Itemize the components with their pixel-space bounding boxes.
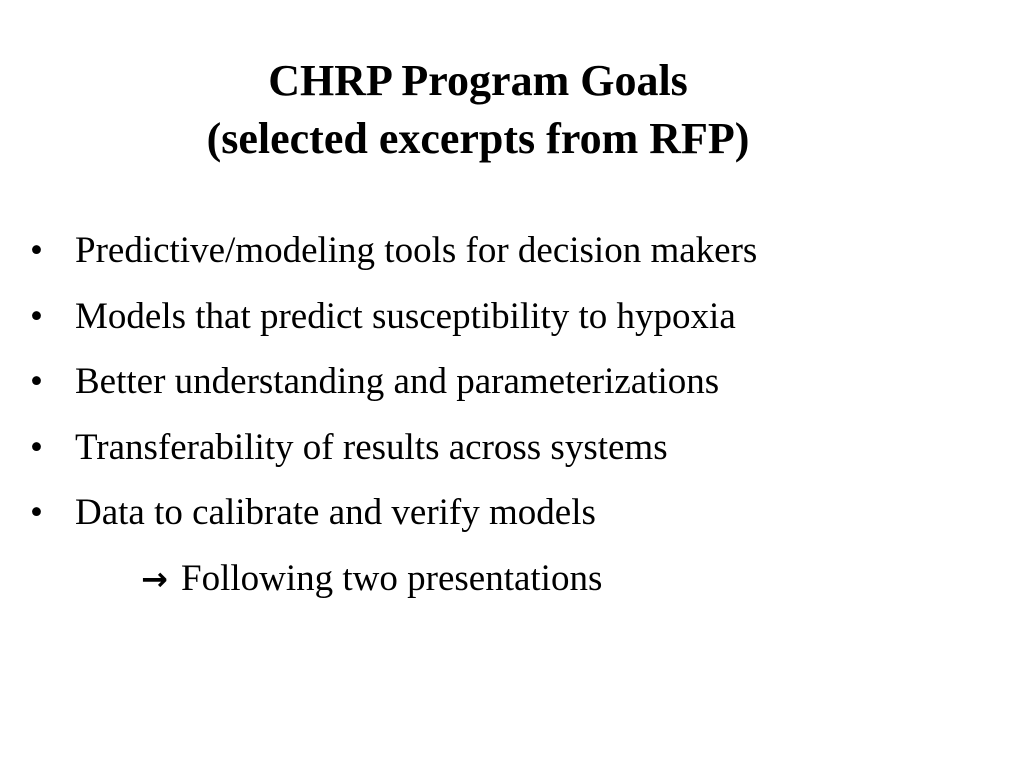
bullet-text: Data to calibrate and verify models (75, 492, 596, 533)
bullet-text: Predictive/modeling tools for decision makers (75, 230, 758, 271)
slide-title (0, 52, 956, 168)
bullet-text: Models that predict susceptibility to hypoxia (75, 295, 736, 337)
bullet-text: Better understanding and parameterizations (75, 361, 720, 402)
bullet-icon: • (30, 361, 43, 402)
bullet-list (30, 218, 1000, 612)
bullet-icon: • (30, 230, 43, 271)
title-line-1: CHRP Program Goals (268, 56, 688, 105)
bullet-icon: • (30, 426, 43, 468)
bullet-item (30, 218, 1000, 284)
bullet-text: Transferability of results across systems (75, 426, 668, 468)
sub-item-text: Following two presentations (181, 557, 603, 599)
title-line-2: (selected excerpts from RFP) (206, 114, 750, 163)
right-arrow-icon: → (141, 559, 168, 598)
bullet-item (30, 480, 1000, 546)
bullet-item (30, 284, 1000, 350)
sub-item (30, 546, 1000, 613)
bullet-item (30, 415, 1000, 481)
bullet-item (30, 349, 1000, 415)
bullet-icon: • (30, 295, 43, 337)
bullet-icon: • (30, 492, 43, 533)
